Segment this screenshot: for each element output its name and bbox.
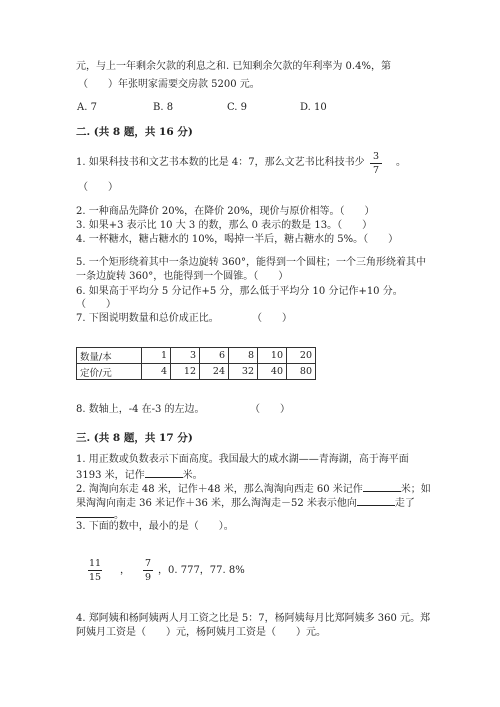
s3-q2-text-c: 果淘淘向南走 36 米记作＋36 米，那么淘淘走－52 米表示他向 bbox=[76, 498, 357, 509]
table-cell: 80 bbox=[287, 364, 316, 380]
s3-q3-options-rest: ，0. 777，77. 8% bbox=[158, 565, 245, 576]
s3-q1-prefix: 3193 米，记作 bbox=[76, 470, 145, 481]
s2-q7: 7. 下图说明数量和总价成正比。 bbox=[76, 313, 219, 324]
s3-q1-line-2 bbox=[76, 468, 203, 482]
table-row-label: 定价/元 bbox=[77, 364, 142, 380]
price-table bbox=[76, 347, 316, 380]
s3-q2-answer-blank-2[interactable] bbox=[357, 496, 395, 506]
s3-q3-separator: ， bbox=[120, 565, 130, 576]
s3-q4-line-1: 4. 郑阿姨和杨阿姨两人月工资之比是 5：7，杨阿姨每月比郑阿姨多 360 元。郑 bbox=[76, 613, 431, 624]
table-cell: 20 bbox=[287, 348, 316, 364]
prev-question-line-1: 元，与上一年剩余欠款的利息之和. 已知剩余欠款的年利率为 0.4%，第 bbox=[76, 61, 391, 72]
section-3-heading: 三. (共 8 题，共 17 分) bbox=[76, 432, 193, 444]
s3-q2-line-2 bbox=[76, 496, 415, 510]
s2-q1-answer-paren[interactable]: （ ） bbox=[78, 182, 118, 193]
table-cell: 3 bbox=[171, 348, 200, 364]
s2-q1-fraction bbox=[370, 151, 382, 176]
s3-q4-line-2: 阿姨月工资是（ ）元，杨阿姨月工资是（ ）元。 bbox=[76, 627, 326, 638]
s3-q2-answer-blank-1[interactable] bbox=[363, 482, 401, 492]
s2-q6-paren[interactable]: （ ） bbox=[76, 299, 116, 310]
fraction-denominator: 7 bbox=[372, 165, 380, 176]
s2-q8: 8. 数轴上，-4 在-3 的左边。 bbox=[76, 404, 205, 415]
s2-q6: 6. 如果高于平均分 5 分记作+5 分，那么低于平均分 10 分记作+10 分。 bbox=[76, 286, 403, 297]
prev-question-line-2: （ ）年张明家需要交房款 5200 元。 bbox=[78, 79, 260, 90]
s2-q5-line-2: 一条边旋转 360°，也能得到一个圆锥。（ ） bbox=[76, 271, 289, 282]
s3-q2-text-d: 走了 bbox=[394, 498, 415, 509]
s3-q3-fraction-2 bbox=[143, 558, 153, 583]
fraction-bar bbox=[88, 570, 102, 571]
fraction-bar bbox=[370, 163, 382, 164]
option-a[interactable]: A. 7 bbox=[77, 102, 97, 113]
table-cell: 4 bbox=[142, 364, 171, 380]
s3-q3: 3. 下面的数中，最小的是（ ）。 bbox=[76, 521, 234, 532]
s3-q2-text-b: 米；如 bbox=[400, 484, 431, 495]
s2-q8-paren[interactable]: （ ） bbox=[250, 404, 290, 415]
fraction-numerator: 11 bbox=[88, 558, 102, 569]
s2-q5-line-1: 5. 一个矩形绕着其中一条边旋转 360°，能得到一个圆柱；一个三角形绕着其中 bbox=[76, 257, 426, 268]
option-b[interactable]: B. 8 bbox=[153, 102, 174, 113]
s2-q4: 4. 一杯糖水，糖占糖水的 10%，喝掉一半后，糖占糖水的 5%。（ ） bbox=[76, 234, 399, 245]
option-d[interactable]: D. 10 bbox=[300, 102, 327, 113]
s3-q2-text-a: 2. 淘淘向东走 48 米，记作＋48 米，那么淘淘向西走 60 米记作 bbox=[76, 484, 363, 495]
s2-q1-tail: 。 bbox=[396, 157, 406, 168]
s2-q3: 3. 如果+3 表示比 10 大 3 的数，那么 0 表示的数是 13。（ ） bbox=[76, 220, 373, 231]
section-2-heading: 二. (共 8 题，共 16 分) bbox=[76, 126, 193, 138]
fraction-bar bbox=[143, 570, 153, 571]
s3-q1-answer-blank[interactable] bbox=[145, 468, 183, 478]
table-cell: 8 bbox=[229, 348, 258, 364]
s2-q2: 2. 一种商品先降价 20%，在降价 20%，现价与原价相等。（ ） bbox=[76, 206, 375, 217]
table-row bbox=[77, 348, 316, 364]
table-row bbox=[77, 364, 316, 380]
s3-q1-suffix: 米。 bbox=[182, 470, 203, 481]
fraction-denominator: 15 bbox=[88, 572, 102, 583]
s3-q2-line-1 bbox=[76, 482, 431, 496]
s2-q7-paren[interactable]: （ ） bbox=[252, 313, 292, 324]
fraction-numerator: 3 bbox=[372, 151, 380, 162]
fraction-denominator: 9 bbox=[144, 572, 152, 583]
s3-q3-fraction-1 bbox=[88, 558, 102, 583]
option-c[interactable]: C. 9 bbox=[227, 102, 248, 113]
fraction-numerator: 7 bbox=[144, 558, 152, 569]
s3-q2-answer-blank-3[interactable] bbox=[76, 508, 114, 518]
table-cell: 12 bbox=[171, 364, 200, 380]
table-cell: 32 bbox=[229, 364, 258, 380]
table-row-label: 数量/本 bbox=[77, 348, 142, 364]
table-cell: 6 bbox=[200, 348, 229, 364]
table-cell: 40 bbox=[258, 364, 287, 380]
s2-q1-text: 1. 如果科技书和文艺书本数的比是 4：7，那么文艺书比科技书少 bbox=[76, 157, 365, 168]
table-cell: 24 bbox=[200, 364, 229, 380]
table-cell: 10 bbox=[258, 348, 287, 364]
s3-q2-text-e: 。 bbox=[114, 510, 124, 521]
s3-q1-line-1: 1. 用正数或负数表示下面高度。我国最大的咸水湖——青海湖，高于海平面 bbox=[76, 454, 409, 465]
s3-q2-line-3 bbox=[76, 508, 124, 522]
table-cell: 1 bbox=[142, 348, 171, 364]
